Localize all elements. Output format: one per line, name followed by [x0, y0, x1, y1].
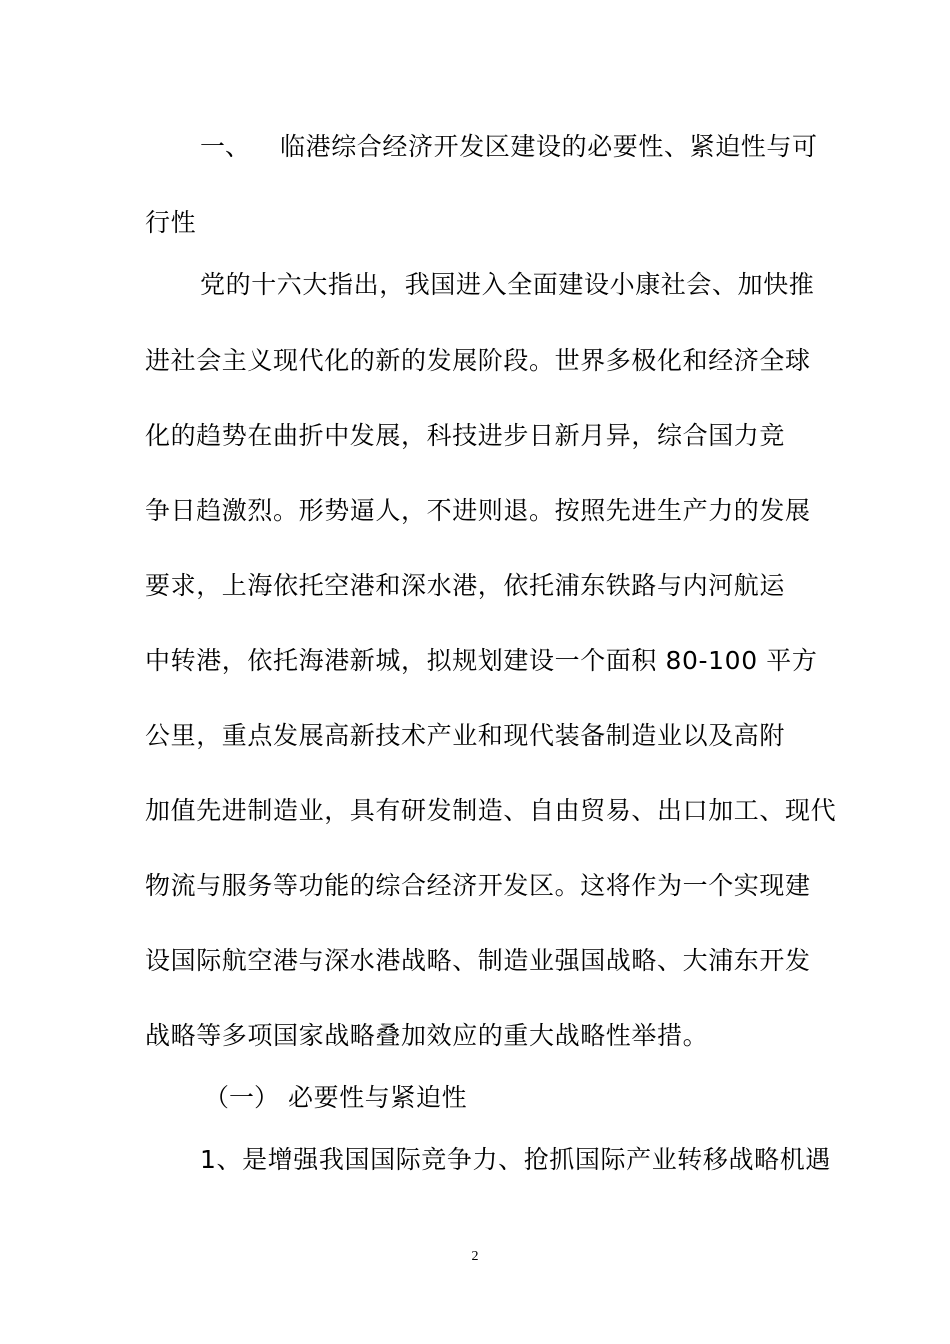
paragraph-line: 公里，重点发展高新技术产业和现代装备制造业以及高附 — [145, 721, 786, 750]
paragraph-line: 设国际航空港与深水港战略、制造业强国战略、大浦东开发 — [145, 946, 811, 975]
page-number: 2 — [471, 1249, 479, 1264]
paragraph-line: 战略等多项国家战略叠加效应的重大战略性举措。 — [145, 1021, 709, 1050]
paragraph-line: 党的十六大指出，我国进入全面建设小康社会、加快推 — [200, 270, 815, 299]
paragraph-line: 要求，上海依托空港和深水港，依托浦东铁路与内河航运 — [145, 571, 786, 600]
paragraph-line: 进社会主义现代化的新的发展阶段。世界多极化和经济全球 — [145, 346, 811, 375]
subsection-number: （一） — [204, 1083, 280, 1112]
paragraph-line: 争日趋激烈。形势逼人，不进则退。按照先进生产力的发展 — [145, 496, 811, 525]
paragraph-line: 物流与服务等功能的综合经济开发区。这将作为一个实现建 — [145, 871, 811, 900]
paragraph-line: 加值先进制造业，具有研发制造、自由贸易、出口加工、现代 — [145, 796, 837, 825]
section-number: 一、 — [200, 132, 251, 161]
section-title-line-1: 临港综合经济开发区建设的必要性、紧迫性与可 — [280, 132, 818, 161]
paragraph-line: 中转港，依托海港新城，拟规划建设一个面积 80-100 平方 — [145, 646, 818, 675]
section-title-line-2: 行性 — [145, 208, 197, 237]
point-heading: 1、是增强我国国际竞争力、抢抓国际产业转移战略机遇 — [200, 1145, 831, 1174]
paragraph-line: 化的趋势在曲折中发展，科技进步日新月异，综合国力竞 — [145, 421, 786, 450]
subsection-title: 必要性与紧迫性 — [288, 1083, 468, 1112]
